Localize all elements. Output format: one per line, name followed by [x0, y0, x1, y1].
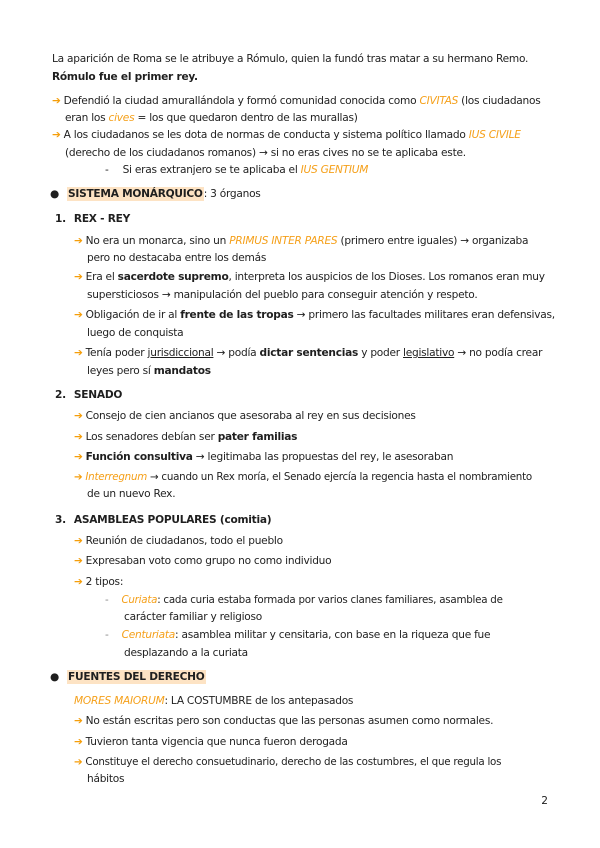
text: Era el	[85, 271, 118, 283]
bold-text: pater familias	[217, 431, 298, 443]
text: eran los	[65, 112, 109, 124]
text: Reunión de ciudadanos, todo el pueblo	[85, 535, 283, 547]
text: Tenía poder	[85, 347, 148, 359]
asambleas-item-1	[74, 534, 283, 548]
intro-point-2	[52, 128, 521, 142]
fuentes-item-2	[74, 735, 348, 749]
text: y poder	[358, 347, 404, 359]
senado-item-4-cont	[87, 487, 175, 501]
text: 2 tipos:	[85, 576, 124, 588]
rex-item-3-cont	[87, 326, 183, 340]
senado-item-1	[74, 409, 416, 423]
text: → no podía crear	[454, 347, 543, 359]
list-number: 2.	[55, 389, 66, 401]
underlined-text: legislativo	[403, 347, 455, 359]
asambleas-item-2	[74, 554, 331, 568]
fuentes-item-1	[74, 714, 493, 728]
asambleas-item-3	[74, 575, 123, 589]
text: : LA COSTUMBRE de los antepasados	[164, 695, 354, 707]
underlined-text: jurisdiccional	[147, 347, 214, 359]
heading-senado	[55, 388, 122, 402]
text: Los senadores debían ser	[85, 431, 218, 443]
arrow-icon: ➔	[74, 347, 83, 359]
text: leyes pero sí	[87, 365, 154, 377]
text: Defendió la ciudad amurallándola y formó comunidad conocida como	[63, 95, 420, 107]
arrow-icon: ➔	[74, 235, 83, 247]
arrow-icon: ➔	[74, 410, 83, 422]
intro-bold-text: Rómulo fue el primer rey.	[52, 71, 198, 83]
term-ius-civile: IUS CIVILE	[468, 129, 521, 141]
bold-text: frente de las tropas	[180, 309, 294, 321]
arrow-icon: ➔	[74, 271, 83, 283]
term-interregnum: Interregnum	[85, 471, 147, 483]
text: Obligación de ir al	[85, 309, 181, 321]
arrow-icon: ➔	[74, 715, 83, 727]
section-title: SISTEMA MONÁRQUICO	[68, 188, 203, 200]
arrow-icon: ➔	[74, 555, 83, 567]
text: Consejo de cien ancianos que asesoraba al rey en sus decisiones	[85, 410, 416, 422]
text: A los ciudadanos se les dota de normas de conducta y sistema político llamado	[63, 129, 469, 141]
text: carácter familiar y religioso	[124, 611, 263, 623]
arrow-icon: ➔	[74, 576, 83, 588]
arrow-icon: ➔	[74, 471, 83, 483]
intro-text: La aparición de Roma se le atribuye a Rómulo, quien la fundó tras matar a su hermano Remo.	[52, 53, 529, 65]
bold-text: dictar sentencias	[259, 347, 359, 359]
fuentes-item-3-cont	[87, 772, 124, 786]
list-number: 3.	[55, 514, 66, 526]
arrow-icon: ➔	[74, 451, 83, 463]
text: → podía	[213, 347, 260, 359]
text: pero no destacaba entre los demás	[87, 252, 267, 264]
text: luego de conquista	[87, 327, 184, 339]
bullet-icon: ●	[50, 671, 59, 683]
dash-icon: -	[105, 594, 109, 606]
asambleas-sub-2-cont	[124, 646, 248, 660]
arrow-icon: ➔	[74, 756, 83, 768]
intro-point-1	[52, 94, 541, 108]
text: : 3 órganos	[203, 188, 261, 200]
text: → cuando un Rex moría, el Senado ejercía la regencia hasta el nombramiento	[147, 471, 532, 483]
rex-item-2-cont	[87, 288, 477, 302]
section-title: FUENTES DEL DERECHO	[68, 671, 205, 683]
text: (los ciudadanos	[458, 95, 541, 107]
text: de un nuevo Rex.	[87, 488, 176, 500]
intro-subpoint	[105, 163, 368, 177]
text: desplazando a la curiata	[124, 647, 248, 659]
arrow-icon: ➔	[52, 129, 61, 141]
senado-item-2	[74, 430, 297, 444]
intro-line	[52, 52, 528, 66]
text: (primero entre iguales) → organizaba	[337, 235, 529, 247]
rex-item-4-cont	[87, 364, 211, 378]
arrow-icon: ➔	[74, 535, 83, 547]
asambleas-sub-2	[105, 628, 490, 642]
senado-item-4	[74, 470, 532, 484]
text: = los que quedaron dentro de las murallas)	[134, 112, 358, 124]
bullet-icon: ●	[50, 188, 59, 200]
bold-text: mandatos	[153, 365, 211, 377]
heading-text: ASAMBLEAS POPULARES (comitia)	[73, 514, 272, 526]
heading-text: REX - REY	[73, 213, 131, 225]
section-fuentes-del-derecho	[50, 670, 206, 684]
intro-bold-line	[52, 70, 198, 84]
text: , interpreta los auspicios de los Dioses. Los romanos eran muy	[228, 271, 545, 283]
intro-point-2-cont	[65, 146, 466, 160]
dash-icon: -	[105, 164, 109, 176]
text: (derecho de los ciudadanos romanos) → si no eras cives no se te aplicaba este.	[65, 147, 466, 159]
text: Expresaban voto como grupo no como individuo	[85, 555, 332, 567]
text: No era un monarca, sino un	[85, 235, 230, 247]
text: → legitimaba las propuestas del rey, le asesoraban	[192, 451, 454, 463]
heading-asambleas	[55, 513, 271, 527]
text: Tuvieron tanta vigencia que nunca fueron derogada	[85, 736, 348, 748]
rex-item-1	[74, 234, 528, 248]
text: → primero las facultades militares eran defensivas,	[293, 309, 555, 321]
page-number: 2	[541, 795, 548, 807]
asambleas-sub-1	[105, 593, 503, 607]
arrow-icon: ➔	[74, 309, 83, 321]
text: hábitos	[87, 773, 125, 785]
heading-text: SENADO	[73, 389, 123, 401]
fuentes-mores	[74, 694, 353, 708]
section-sistema-monarquico	[50, 187, 261, 201]
intro-point-1-cont	[65, 111, 358, 125]
text: : cada curia estaba formada por varios clanes familiares, asamblea de	[157, 594, 503, 606]
term-centuriata: Centuriata	[121, 629, 176, 641]
rex-item-2	[74, 270, 545, 284]
term-curiata: Curiata	[121, 594, 158, 606]
rex-item-4	[74, 346, 542, 360]
term-civitas: CIVITAS	[419, 95, 459, 107]
senado-item-3	[74, 450, 453, 464]
text: Constituye el derecho consuetudinario, derecho de las costumbres, el que regula los	[85, 756, 502, 768]
list-number: 1.	[55, 213, 66, 225]
arrow-icon: ➔	[74, 431, 83, 443]
term-mores-maiorum: MORES MAIORUM	[74, 695, 165, 707]
rex-item-3	[74, 308, 555, 322]
arrow-icon: ➔	[52, 95, 61, 107]
bold-text: sacerdote supremo	[117, 271, 229, 283]
dash-icon: -	[105, 629, 109, 641]
asambleas-sub-1-cont	[124, 610, 262, 624]
rex-item-1-cont	[87, 251, 266, 265]
term-primus-inter-pares: PRIMUS INTER PARES	[229, 235, 338, 247]
text: : asamblea militar y censitaria, con base en la riqueza que fue	[175, 629, 491, 641]
arrow-icon: ➔	[74, 736, 83, 748]
text: Si eras extranjero se te aplicaba el	[122, 164, 301, 176]
bold-text: Función consultiva	[85, 451, 193, 463]
text: No están escritas pero son conductas que las personas asumen como normales.	[85, 715, 494, 727]
fuentes-item-3	[74, 755, 501, 769]
text: supersticiosos → manipulación del pueblo para conseguir atención y respeto.	[87, 289, 478, 301]
heading-rex	[55, 212, 130, 226]
term-ius-gentium: IUS GENTIUM	[300, 164, 369, 176]
term-cives: cives	[108, 112, 135, 124]
